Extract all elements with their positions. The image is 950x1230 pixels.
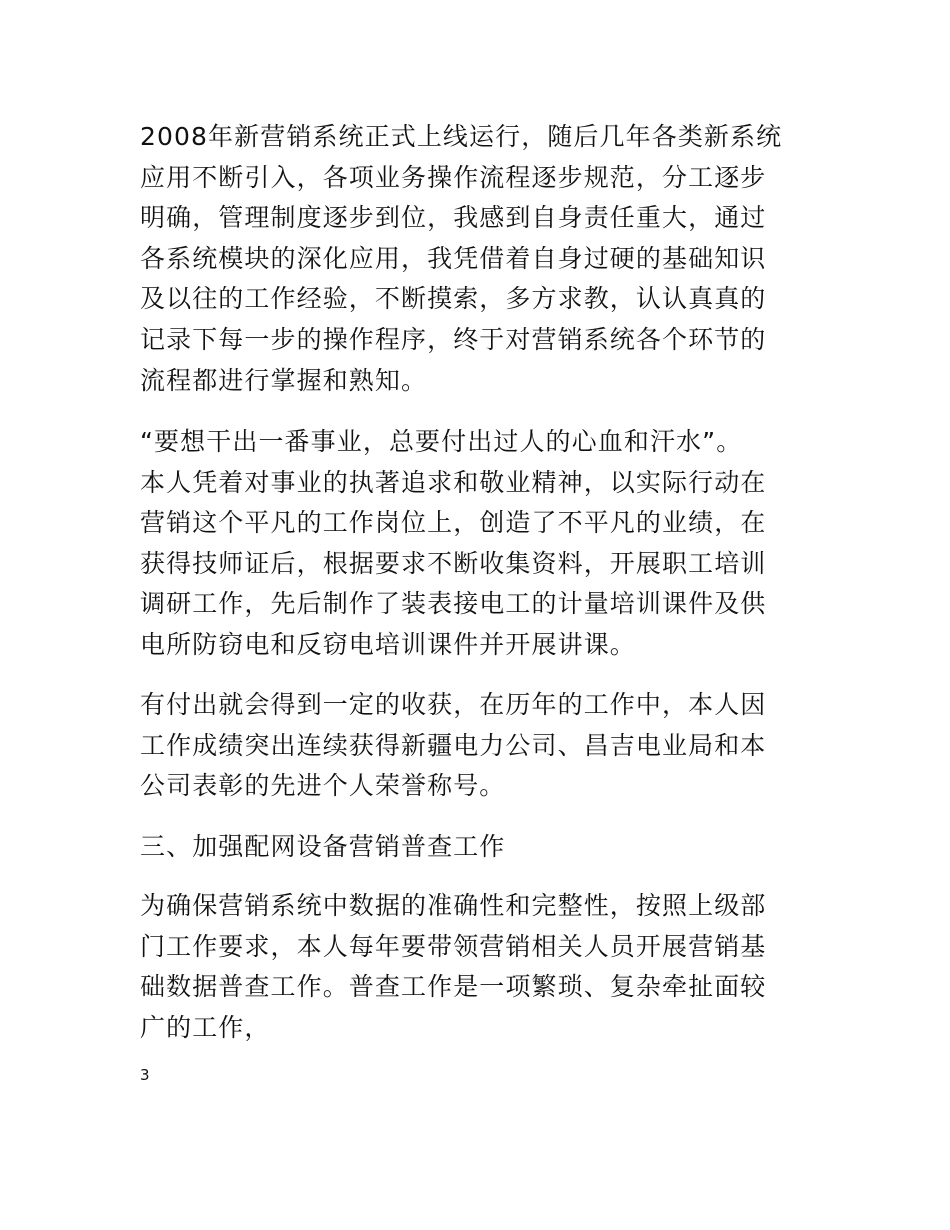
paragraph-survey: 为确保营销系统中数据的准确性和完整性，按照上级部 门工作要求，本人每年要带领营销相关人员开展营销基 础数据普查工作。普查工作是一项繁琐、复杂牵扯面较 广的工作， <box>140 891 767 1042</box>
paragraph-dedication: “要想干出一番事业，总要付出过人的心血和汗水”。 本人凭着对事业的执著追求和敬业精神，以实际行动在 营销这个平凡的工作岗位上，创造了不平凡的业绩，在 获得技师证后，根据要求不断收集资料，开展职工培训 调研工作，先后制作了装表接电工的计量培训课件及供 电所防窃电和反窃电培训课件并开展讲课。 <box>140 427 767 659</box>
section-heading: 三、加强配网设备营销普查工作 <box>140 832 506 861</box>
page-number: 3 <box>140 1066 150 1084</box>
paragraph-system-launch: 2008年新营销系统正式上线运行，随后几年各类新系统 应用不断引入，各项业务操作流程逐步规范，分工逐步 明确，管理制度逐步到位，我感到自身责任重大，通过 各系统模块的深化应用，我凭借着自身过硬的基础知识 及以往的工作经验，不断摸索，多方求教，认认真真的 记录下每一步的操作程序，终于对营销系统各个环节的 流程都进行掌握和熟知。 <box>140 122 783 395</box>
paragraph-honors: 有付出就会得到一定的收获，在历年的工作中，本人因 工作成绩突出连续获得新疆电力公司、昌吉电业局和本 公司表彰的先进个人荣誉称号。 <box>140 690 767 801</box>
